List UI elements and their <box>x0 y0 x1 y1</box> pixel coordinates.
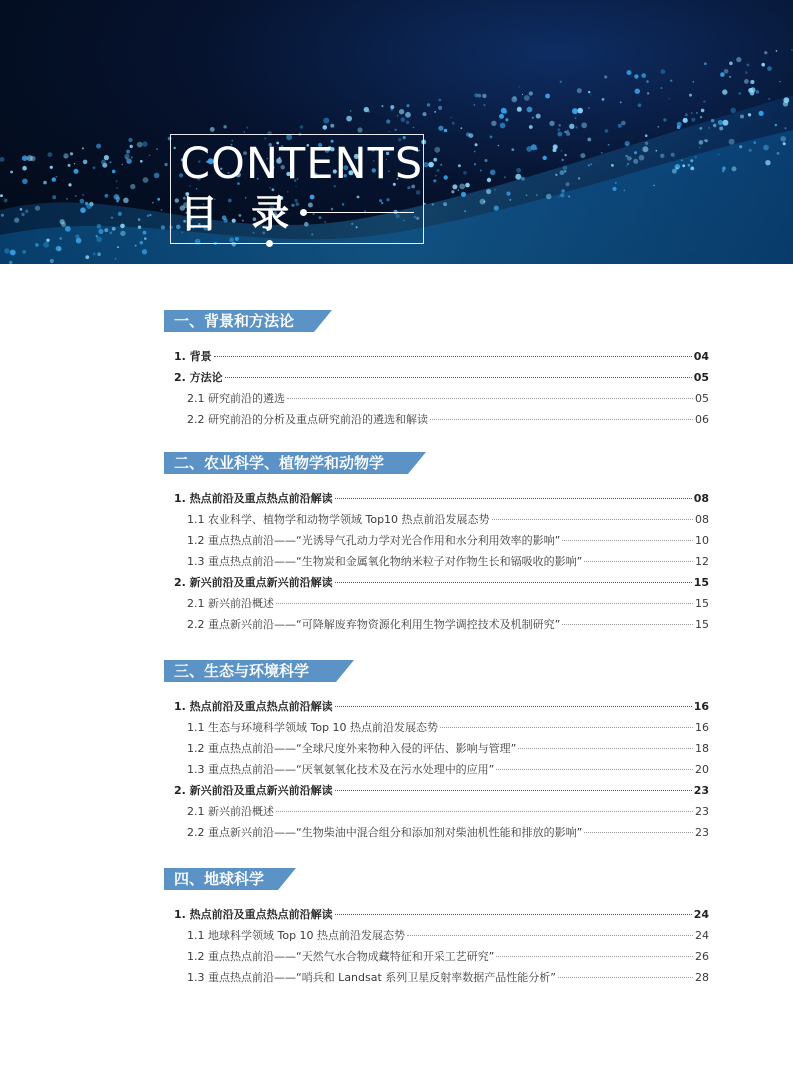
toc-leader-dots <box>492 519 693 520</box>
toc-entry-label: 1.2 重点热点前沿——“全球尺度外来物种入侵的评估、影响与管理” <box>187 742 517 755</box>
toc-leader-dots <box>335 706 692 707</box>
toc-entry[interactable] <box>164 551 709 572</box>
toc-entry[interactable] <box>164 946 709 967</box>
toc-page-number: 23 <box>695 805 709 818</box>
toc-entry[interactable] <box>164 696 709 717</box>
toc-entry-label: 2.1 新兴前沿概述 <box>187 597 274 610</box>
toc-leader-dots <box>562 624 693 625</box>
toc-page-number: 28 <box>695 971 709 984</box>
toc-entry-label: 1. 热点前沿及重点热点前沿解读 <box>174 908 333 921</box>
toc-page-number: 20 <box>695 763 709 776</box>
toc-leader-dots <box>335 498 692 499</box>
title-dot <box>300 209 307 216</box>
toc-leader-dots <box>558 977 693 978</box>
toc-entry[interactable] <box>164 614 709 635</box>
toc-leader-dots <box>225 377 692 378</box>
toc-leader-dots <box>440 727 693 728</box>
toc-entry[interactable] <box>164 717 709 738</box>
toc-entry[interactable] <box>164 904 709 925</box>
toc-leader-dots <box>276 811 693 812</box>
toc-page-number: 05 <box>693 371 709 384</box>
toc-leader-dots <box>335 582 692 583</box>
toc-page-number: 04 <box>693 350 709 363</box>
toc-entry[interactable] <box>164 593 709 614</box>
toc-entry[interactable] <box>164 509 709 530</box>
toc-page-number: 16 <box>693 700 709 713</box>
toc-entry-label: 1. 背景 <box>174 350 212 363</box>
title-underline <box>304 212 414 213</box>
toc-page-number: 24 <box>695 929 709 942</box>
toc-page-number: 15 <box>693 576 709 589</box>
toc-entry-label: 2.2 研究前沿的分析及重点研究前沿的遴选和解读 <box>187 413 428 426</box>
toc-entry[interactable] <box>164 801 709 822</box>
toc-leader-dots <box>430 419 693 420</box>
title-dot <box>266 240 273 247</box>
toc-entry-label: 2. 新兴前沿及重点新兴前沿解读 <box>174 576 333 589</box>
toc-entry-label: 2.2 重点新兴前沿——“生物柴油中混合组分和添加剂对柴油机性能和排放的影响” <box>187 826 583 839</box>
toc-entry[interactable] <box>164 488 709 509</box>
toc-section <box>164 660 709 843</box>
toc-page-number: 26 <box>695 950 709 963</box>
section-title: 四、地球科学 <box>174 870 265 888</box>
toc-page-number: 05 <box>695 392 709 405</box>
toc-page-number: 10 <box>695 534 709 547</box>
toc-page-number: 18 <box>695 742 709 755</box>
toc-leader-dots <box>407 935 693 936</box>
toc-entry[interactable] <box>164 738 709 759</box>
toc-entry[interactable] <box>164 759 709 780</box>
toc-page-number: 08 <box>695 513 709 526</box>
section-title: 二、农业科学、植物学和动物学 <box>174 454 385 472</box>
toc-entry-label: 1. 热点前沿及重点热点前沿解读 <box>174 700 333 713</box>
toc-entry[interactable] <box>164 572 709 593</box>
toc-page-number: 23 <box>693 784 709 797</box>
section-title: 一、背景和方法论 <box>174 312 295 330</box>
toc-leader-dots <box>335 790 692 791</box>
toc-entry-label: 1.3 重点热点前沿——“生物炭和金属氧化物纳米粒子对作物生长和镉吸收的影响” <box>187 555 583 568</box>
title-english: CONTENTS <box>180 139 424 189</box>
toc-entry[interactable] <box>164 967 709 988</box>
toc-page-number: 08 <box>693 492 709 505</box>
toc-leader-dots <box>287 398 693 399</box>
toc-entry-label: 1.3 重点热点前沿——“厌氧氨氧化技术及在污水处理中的应用” <box>187 763 495 776</box>
toc-entry[interactable] <box>164 346 709 367</box>
toc-leader-dots <box>214 356 692 357</box>
section-header <box>164 310 709 332</box>
toc-leader-dots <box>584 832 693 833</box>
header-banner <box>0 0 793 264</box>
toc-entry-label: 1.1 农业科学、植物学和动物学领域 Top10 热点前沿发展态势 <box>187 513 490 526</box>
section-title: 三、生态与环境科学 <box>174 662 310 680</box>
toc-entry-label: 1.2 重点热点前沿——“光诱导气孔动力学对光合作用和水分利用效率的影响” <box>187 534 561 547</box>
toc-entry-label: 2. 方法论 <box>174 371 223 384</box>
toc-entry-label: 2.1 新兴前沿概述 <box>187 805 274 818</box>
section-header <box>164 868 709 890</box>
toc-page-number: 16 <box>695 721 709 734</box>
toc-leader-dots <box>584 561 693 562</box>
toc-entry[interactable] <box>164 822 709 843</box>
toc-page-number: 12 <box>695 555 709 568</box>
toc-entry[interactable] <box>164 530 709 551</box>
toc-entry-label: 1.3 重点热点前沿——“哨兵和 Landsat 系列卫星反射率数据产品性能分析” <box>187 971 556 984</box>
section-header <box>164 660 709 682</box>
toc-page-number: 15 <box>695 618 709 631</box>
toc-entry[interactable] <box>164 780 709 801</box>
toc-entry[interactable] <box>164 409 709 430</box>
title-chinese: 目 录 <box>180 192 300 236</box>
section-header <box>164 452 709 474</box>
toc-leader-dots <box>496 769 693 770</box>
toc-page-number: 24 <box>693 908 709 921</box>
toc-entry-label: 1. 热点前沿及重点热点前沿解读 <box>174 492 333 505</box>
toc-entry-label: 2.2 重点新兴前沿——“可降解废弃物资源化利用生物学调控技术及机制研究” <box>187 618 561 631</box>
toc-entry[interactable] <box>164 367 709 388</box>
toc-page-number: 23 <box>695 826 709 839</box>
toc-entry[interactable] <box>164 925 709 946</box>
toc-leader-dots <box>335 914 692 915</box>
toc-page-number: 15 <box>695 597 709 610</box>
toc-leader-dots <box>518 748 693 749</box>
toc-section <box>164 452 709 635</box>
toc-entry[interactable] <box>164 388 709 409</box>
toc-leader-dots <box>562 540 693 541</box>
toc-entry-label: 1.1 生态与环境科学领域 Top 10 热点前沿发展态势 <box>187 721 439 734</box>
toc-entry-label: 2. 新兴前沿及重点新兴前沿解读 <box>174 784 333 797</box>
toc-entry-label: 1.1 地球科学领域 Top 10 热点前沿发展态势 <box>187 929 406 942</box>
toc-leader-dots <box>496 956 693 957</box>
toc-page-number: 06 <box>695 413 709 426</box>
toc-leader-dots <box>276 603 693 604</box>
toc-entry-label: 2.1 研究前沿的遴选 <box>187 392 285 405</box>
toc-section <box>164 310 709 430</box>
toc-entry-label: 1.2 重点热点前沿——“天然气水合物成藏特征和开采工艺研究” <box>187 950 495 963</box>
toc-section <box>164 868 709 988</box>
